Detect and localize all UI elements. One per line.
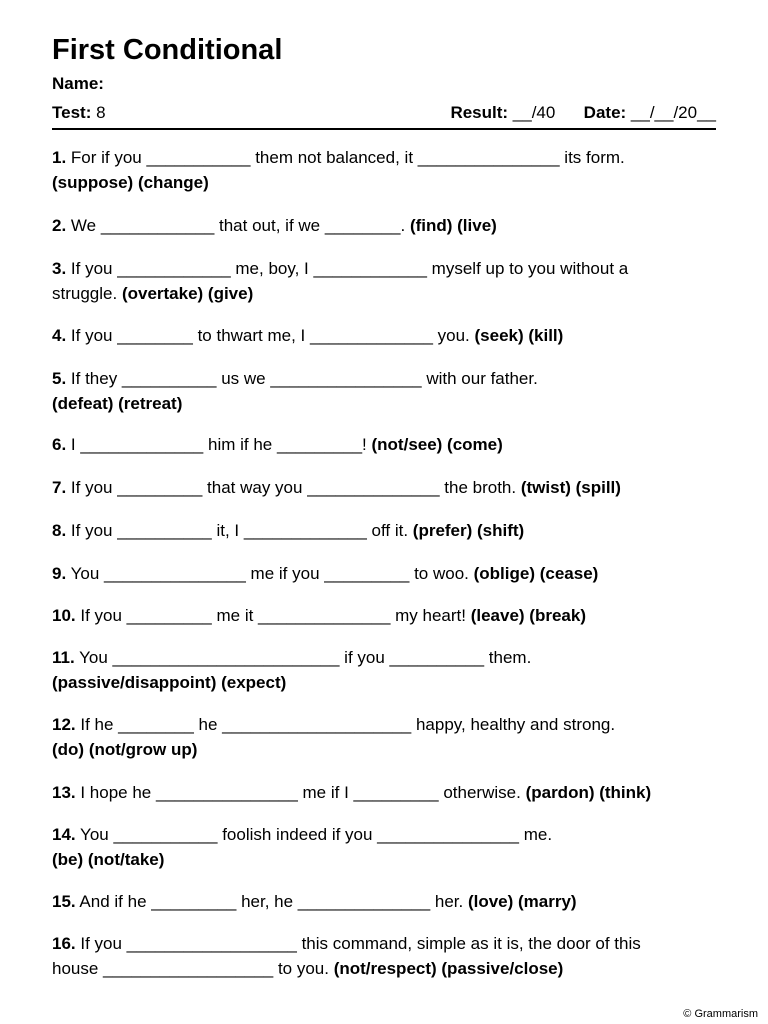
verb-hint: (suppose) (change) xyxy=(52,173,209,192)
verb-hint: (not/see) (come) xyxy=(371,435,503,454)
question-number: 7. xyxy=(52,478,67,497)
verb-hint: (leave) (break) xyxy=(470,606,586,625)
question-number: 2. xyxy=(52,216,67,235)
verb-hint: (pardon) (think) xyxy=(525,783,652,802)
question-text: For if you ___________ them not balanced, it _______________ its form. xyxy=(66,148,625,167)
question-item xyxy=(52,213,716,238)
copyright-footer: © Grammarism xyxy=(683,1008,758,1020)
verb-hint: (find) (live) xyxy=(409,216,497,235)
question-text-continued: struggle. xyxy=(52,284,122,303)
question-number: 5. xyxy=(52,369,67,388)
question-text: We ____________ that out, if we ________. xyxy=(66,216,410,235)
question-number: 3. xyxy=(52,259,67,278)
question-text: You ________________________ if you __________ them. xyxy=(74,648,532,667)
question-number: 13. xyxy=(52,783,76,802)
verb-hint: (not/respect) (passive/close) xyxy=(333,959,564,978)
verb-hint: (do) (not/grow up) xyxy=(52,740,198,759)
question-item xyxy=(52,432,716,457)
question-item xyxy=(52,561,716,586)
result-value: __/40 xyxy=(508,103,556,122)
test-label: Test: xyxy=(52,103,92,122)
verb-hint: (overtake) (give) xyxy=(121,284,254,303)
question-number: 1. xyxy=(52,148,67,167)
verb-hint: (be) (not/take) xyxy=(52,850,165,869)
question-text: If you ________ to thwart me, I _____________ you. xyxy=(66,326,475,345)
question-item xyxy=(52,603,716,628)
question-item xyxy=(52,323,716,348)
question-item xyxy=(52,780,716,805)
question-text: If they __________ us we ________________ with our father. xyxy=(66,369,538,388)
question-item xyxy=(52,366,716,416)
verb-hint: (passive/disappoint) (expect) xyxy=(52,673,287,692)
verb-hint: (oblige) (cease) xyxy=(473,564,599,583)
verb-hint: (love) (marry) xyxy=(467,892,577,911)
name-label: Name: xyxy=(52,74,104,93)
test-value: 8 xyxy=(91,103,106,122)
question-item xyxy=(52,931,716,981)
question-number: 9. xyxy=(52,564,67,583)
verb-hint: (seek) (kill) xyxy=(474,326,564,345)
worksheet xyxy=(52,32,716,978)
question-item xyxy=(52,256,716,306)
question-number: 4. xyxy=(52,326,67,345)
question-number: 6. xyxy=(52,435,67,454)
question-number: 12. xyxy=(52,715,76,734)
question-number: 11. xyxy=(52,648,75,667)
question-text: If he ________ he ____________________ happy, healthy and strong. xyxy=(75,715,616,734)
question-item xyxy=(52,889,716,914)
question-text: If you _________ that way you ______________ the broth. xyxy=(66,478,521,497)
question-text: If you __________________ this command, simple as it is, the door of this xyxy=(75,934,641,953)
question-text: If you _________ me it ______________ my heart! xyxy=(75,606,471,625)
question-text: You _______________ me if you _________ to woo. xyxy=(66,564,474,583)
result-date xyxy=(450,102,716,124)
question-text: You ___________ foolish indeed if you _______________ me. xyxy=(75,825,553,844)
question-item xyxy=(52,475,716,500)
question-text: I hope he _______________ me if I _________ otherwise. xyxy=(75,783,526,802)
question-text: I _____________ him if he _________! xyxy=(66,435,372,454)
question-text: And if he _________ her, he ______________ her. xyxy=(75,892,468,911)
question-number: 8. xyxy=(52,521,67,540)
verb-hint: (defeat) (retreat) xyxy=(52,394,183,413)
verb-hint: (prefer) (shift) xyxy=(412,521,525,540)
test-number xyxy=(52,102,106,124)
question-text: If you ____________ me, boy, I ____________ myself up to you without a xyxy=(66,259,629,278)
question-number: 15. xyxy=(52,892,76,911)
verb-hint: (twist) (spill) xyxy=(520,478,621,497)
question-item xyxy=(52,712,716,762)
question-item xyxy=(52,822,716,872)
question-item xyxy=(52,145,716,195)
question-text: If you __________ it, I _____________ off it. xyxy=(66,521,413,540)
question-number: 16. xyxy=(52,934,76,953)
date-label: Date: xyxy=(583,103,627,122)
test-info-row xyxy=(52,102,716,130)
result-label: Result: xyxy=(450,103,509,122)
question-text-continued: house __________________ to you. xyxy=(52,959,334,978)
date-value: __/__/20__ xyxy=(626,103,716,122)
question-number: 10. xyxy=(52,606,76,625)
question-number: 14. xyxy=(52,825,76,844)
page-title: First Conditional xyxy=(52,34,283,66)
question-item xyxy=(52,645,716,695)
question-item xyxy=(52,518,716,543)
